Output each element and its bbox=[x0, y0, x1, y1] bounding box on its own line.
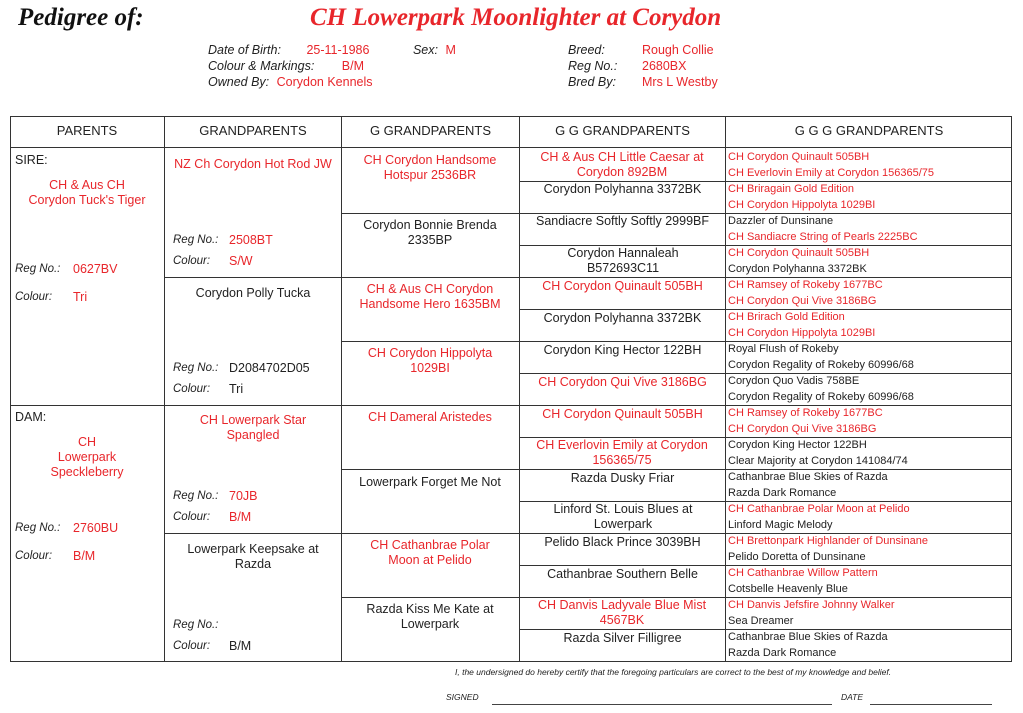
gg-grandparent: Cathanbrae Southern Belle bbox=[547, 567, 698, 581]
ggg-grandparent: Cotsbelle Heavenly Blue bbox=[728, 583, 848, 595]
g-grandparent: CH & Aus CH Corydon Handsome Hero 1635BM bbox=[359, 282, 501, 311]
breed-value: Rough Collie bbox=[642, 43, 714, 57]
dam-name bbox=[10, 435, 164, 480]
grandparent-reg: D2084702D05 bbox=[229, 361, 310, 375]
date-line[interactable] bbox=[870, 704, 992, 705]
grandparent-reg: 70JB bbox=[229, 489, 258, 503]
ggg-grandparent: CH Corydon Quinault 505BH bbox=[728, 151, 870, 163]
g-grandparent: Razda Kiss Me Kate at Lowerpark bbox=[366, 602, 494, 631]
ggg-grandparent: CH Corydon Qui Vive 3186BG bbox=[728, 295, 877, 307]
ggg-grandparent: Cathanbrae Blue Skies of Razda bbox=[728, 471, 888, 483]
row-divider bbox=[341, 341, 1012, 342]
gg-grandparent: CH & Aus CH Little Caesar at Corydon 892BM bbox=[540, 150, 704, 179]
row-divider bbox=[164, 533, 1012, 534]
pedigree-label: Pedigree of: bbox=[18, 4, 144, 31]
ggg-grandparent: Cathanbrae Blue Skies of Razda bbox=[728, 631, 888, 643]
grandparent-reg-label: Reg No.: bbox=[173, 490, 219, 502]
grandparent-colour-label: Colour: bbox=[173, 511, 211, 523]
g-grandparent: Corydon Bonnie Brenda 2335BP bbox=[363, 218, 497, 247]
gg-grandparent: Corydon Polyhanna 3372BK bbox=[543, 311, 702, 325]
dam-name-line: Lowerpark bbox=[57, 450, 117, 464]
sex-value: M bbox=[445, 43, 456, 57]
ggg-grandparent: Corydon Regality of Rokeby 60996/68 bbox=[728, 391, 914, 403]
ggg-grandparent: Razda Dark Romance bbox=[728, 647, 837, 659]
col-header-g-grandparents: G GRANDPARENTS bbox=[369, 123, 492, 138]
col-header-parents: PARENTS bbox=[56, 123, 118, 138]
grandparent-reg-label: Reg No.: bbox=[173, 619, 219, 631]
row-divider bbox=[341, 469, 1012, 470]
grandparent-colour-label: Colour: bbox=[173, 383, 211, 395]
certification-text: I, the undersigned do hereby certify that the foregoing particulars are correct to the best of my knowledge and belief. bbox=[455, 667, 892, 677]
ggg-grandparent: Corydon Quo Vadis 758BE bbox=[728, 375, 860, 387]
col-divider bbox=[725, 116, 726, 662]
grandparent-reg: 2508BT bbox=[229, 233, 273, 247]
gg-grandparent: CH Corydon Quinault 505BH bbox=[542, 279, 703, 293]
col-divider bbox=[341, 116, 342, 662]
grandparent-colour: B/M bbox=[229, 639, 252, 653]
dog-name-title: CH Lowerpark Moonlighter at Corydon bbox=[310, 4, 722, 31]
ggg-grandparent: CH Brirach Gold Edition bbox=[728, 311, 845, 323]
row-divider bbox=[519, 373, 1012, 374]
sire-reg: 0627BV bbox=[73, 262, 118, 276]
ggg-grandparent: CH Brettonpark Highlander of Dunsinane bbox=[728, 535, 928, 547]
colour-markings-label: Colour & Markings: bbox=[208, 59, 315, 73]
grandparent-reg-label: Reg No.: bbox=[173, 362, 219, 374]
grandparent-colour: S/W bbox=[229, 254, 253, 268]
dam-colour: B/M bbox=[73, 549, 96, 563]
grandparent-colour: Tri bbox=[229, 382, 244, 396]
grandparent-reg-label: Reg No.: bbox=[173, 234, 219, 246]
ggg-grandparent: CH Sandiacre String of Pearls 2225BC bbox=[728, 231, 918, 243]
sire-name bbox=[10, 178, 164, 208]
bred-by-value: Mrs L Westby bbox=[642, 75, 718, 89]
g-grandparent: CH Corydon Hippolyta 1029BI bbox=[367, 346, 493, 375]
gg-grandparent: Corydon King Hector 122BH bbox=[543, 343, 702, 357]
gg-grandparent: CH Danvis Ladyvale Blue Mist 4567BK bbox=[537, 598, 707, 627]
ggg-grandparent: CH Ramsey of Rokeby 1677BC bbox=[728, 279, 883, 291]
grandparent-colour: B/M bbox=[229, 510, 252, 524]
row-divider bbox=[519, 309, 1012, 310]
sire-name-line: Corydon Tuck's Tiger bbox=[28, 193, 146, 207]
grandparent-colour-label: Colour: bbox=[173, 640, 211, 652]
gg-grandparent: Razda Dusky Friar bbox=[570, 471, 675, 485]
breed-label: Breed: bbox=[568, 43, 605, 57]
grandparent-name: Lowerpark Keepsake at Razda bbox=[187, 542, 319, 571]
ggg-grandparent: Royal Flush of Rokeby bbox=[728, 343, 839, 355]
dam-title: CH bbox=[77, 435, 97, 449]
ggg-grandparent: Razda Dark Romance bbox=[728, 487, 837, 499]
grandparent-colour-label: Colour: bbox=[173, 255, 211, 267]
gg-grandparent: Corydon Polyhanna 3372BK bbox=[543, 182, 702, 196]
gg-grandparent: CH Corydon Quinault 505BH bbox=[542, 407, 703, 421]
owned-by-label: Owned By: bbox=[208, 75, 270, 89]
dam-colour-label: Colour: bbox=[15, 550, 53, 562]
ggg-grandparent: CH Corydon Hippolyta 1029BI bbox=[728, 327, 876, 339]
ggg-grandparent: CH Cathanbrae Willow Pattern bbox=[728, 567, 878, 579]
ggg-grandparent: Corydon King Hector 122BH bbox=[728, 439, 867, 451]
sire-colour: Tri bbox=[73, 290, 88, 304]
ggg-grandparent: CH Corydon Qui Vive 3186BG bbox=[728, 423, 877, 435]
ggg-grandparent: CH Briragain Gold Edition bbox=[728, 183, 854, 195]
reg-no-value: 2680BX bbox=[642, 59, 687, 73]
sire-title: CH & Aus CH bbox=[49, 178, 125, 192]
grandparent-name: NZ Ch Corydon Hot Rod JW bbox=[174, 157, 332, 171]
row-divider bbox=[519, 629, 1012, 630]
signed-label: SIGNED bbox=[446, 692, 479, 702]
row-divider bbox=[519, 565, 1012, 566]
col-header-gg-grandparents: G G GRANDPARENTS bbox=[555, 123, 690, 138]
ggg-grandparent: Corydon Regality of Rokeby 60996/68 bbox=[728, 359, 914, 371]
g-grandparent: CH Cathanbrae Polar Moon at Pelido bbox=[370, 538, 490, 567]
ggg-grandparent: CH Cathanbrae Polar Moon at Pelido bbox=[728, 503, 910, 515]
dam-role: DAM: bbox=[15, 410, 47, 424]
bred-by-label: Bred By: bbox=[568, 75, 616, 89]
grandparent-name: CH Lowerpark Star Spangled bbox=[199, 413, 307, 442]
sire-reg-label: Reg No.: bbox=[15, 263, 61, 275]
ggg-grandparent: Dazzler of Dunsinane bbox=[728, 215, 834, 227]
owned-by-value: Corydon Kennels bbox=[276, 75, 373, 89]
sire-role: SIRE: bbox=[15, 153, 48, 167]
g-grandparent: CH Corydon Handsome Hotspur 2536BR bbox=[363, 153, 497, 182]
dob-value: 25-11-1986 bbox=[306, 43, 370, 57]
header-divider bbox=[10, 147, 1012, 148]
colour-markings-value: B/M bbox=[341, 59, 365, 73]
ggg-grandparent: CH Danvis Jefsfire Johnny Walker bbox=[728, 599, 895, 611]
ggg-grandparent: CH Corydon Hippolyta 1029BI bbox=[728, 199, 876, 211]
col-header-ggg-grandparents: G G G GRANDPARENTS bbox=[794, 123, 944, 138]
signature-line[interactable] bbox=[492, 704, 832, 705]
col-header-grandparents: GRANDPARENTS bbox=[199, 123, 307, 138]
ggg-grandparent: Corydon Polyhanna 3372BK bbox=[728, 263, 867, 275]
sex-label: Sex: bbox=[412, 43, 438, 57]
row-divider bbox=[164, 277, 1012, 278]
row-divider bbox=[10, 405, 1012, 406]
dam-reg-label: Reg No.: bbox=[15, 522, 61, 534]
g-grandparent: CH Dameral Aristedes bbox=[368, 410, 492, 424]
dam-reg: 2760BU bbox=[73, 521, 119, 535]
ggg-grandparent: Clear Majority at Corydon 141084/74 bbox=[728, 455, 908, 467]
info-right bbox=[568, 42, 718, 90]
reg-no-label: Reg No.: bbox=[568, 59, 618, 73]
info-left bbox=[208, 42, 456, 90]
gg-grandparent: CH Corydon Qui Vive 3186BG bbox=[538, 375, 707, 389]
ggg-grandparent: Linford Magic Melody bbox=[728, 519, 833, 531]
gg-grandparent: Corydon Hannaleah B572693C11 bbox=[567, 246, 679, 275]
gg-grandparent: Pelido Black Prince 3039BH bbox=[544, 535, 701, 549]
ggg-grandparent: CH Corydon Quinault 505BH bbox=[728, 247, 870, 259]
gg-grandparent: CH Everlovin Emily at Corydon 156365/75 bbox=[536, 438, 708, 467]
ggg-grandparent: Pelido Doretta of Dunsinane bbox=[728, 551, 866, 563]
gg-grandparent: Linford St. Louis Blues at Lowerpark bbox=[553, 502, 693, 531]
ggg-grandparent: CH Everlovin Emily at Corydon 156365/75 bbox=[728, 167, 935, 179]
ggg-grandparent: Sea Dreamer bbox=[728, 615, 794, 627]
dob-label: Date of Birth: bbox=[208, 43, 281, 57]
gg-grandparent: Razda Silver Filligree bbox=[563, 631, 682, 645]
col-divider bbox=[164, 116, 165, 662]
date-label: DATE bbox=[841, 692, 864, 702]
g-grandparent: Lowerpark Forget Me Not bbox=[359, 475, 501, 489]
grandparent-name: Corydon Polly Tucka bbox=[195, 286, 311, 300]
sire-colour-label: Colour: bbox=[15, 291, 53, 303]
dam-name-line: Speckleberry bbox=[50, 465, 124, 479]
gg-grandparent: Sandiacre Softly Softly 2999BF bbox=[535, 214, 709, 228]
ggg-grandparent: CH Ramsey of Rokeby 1677BC bbox=[728, 407, 883, 419]
